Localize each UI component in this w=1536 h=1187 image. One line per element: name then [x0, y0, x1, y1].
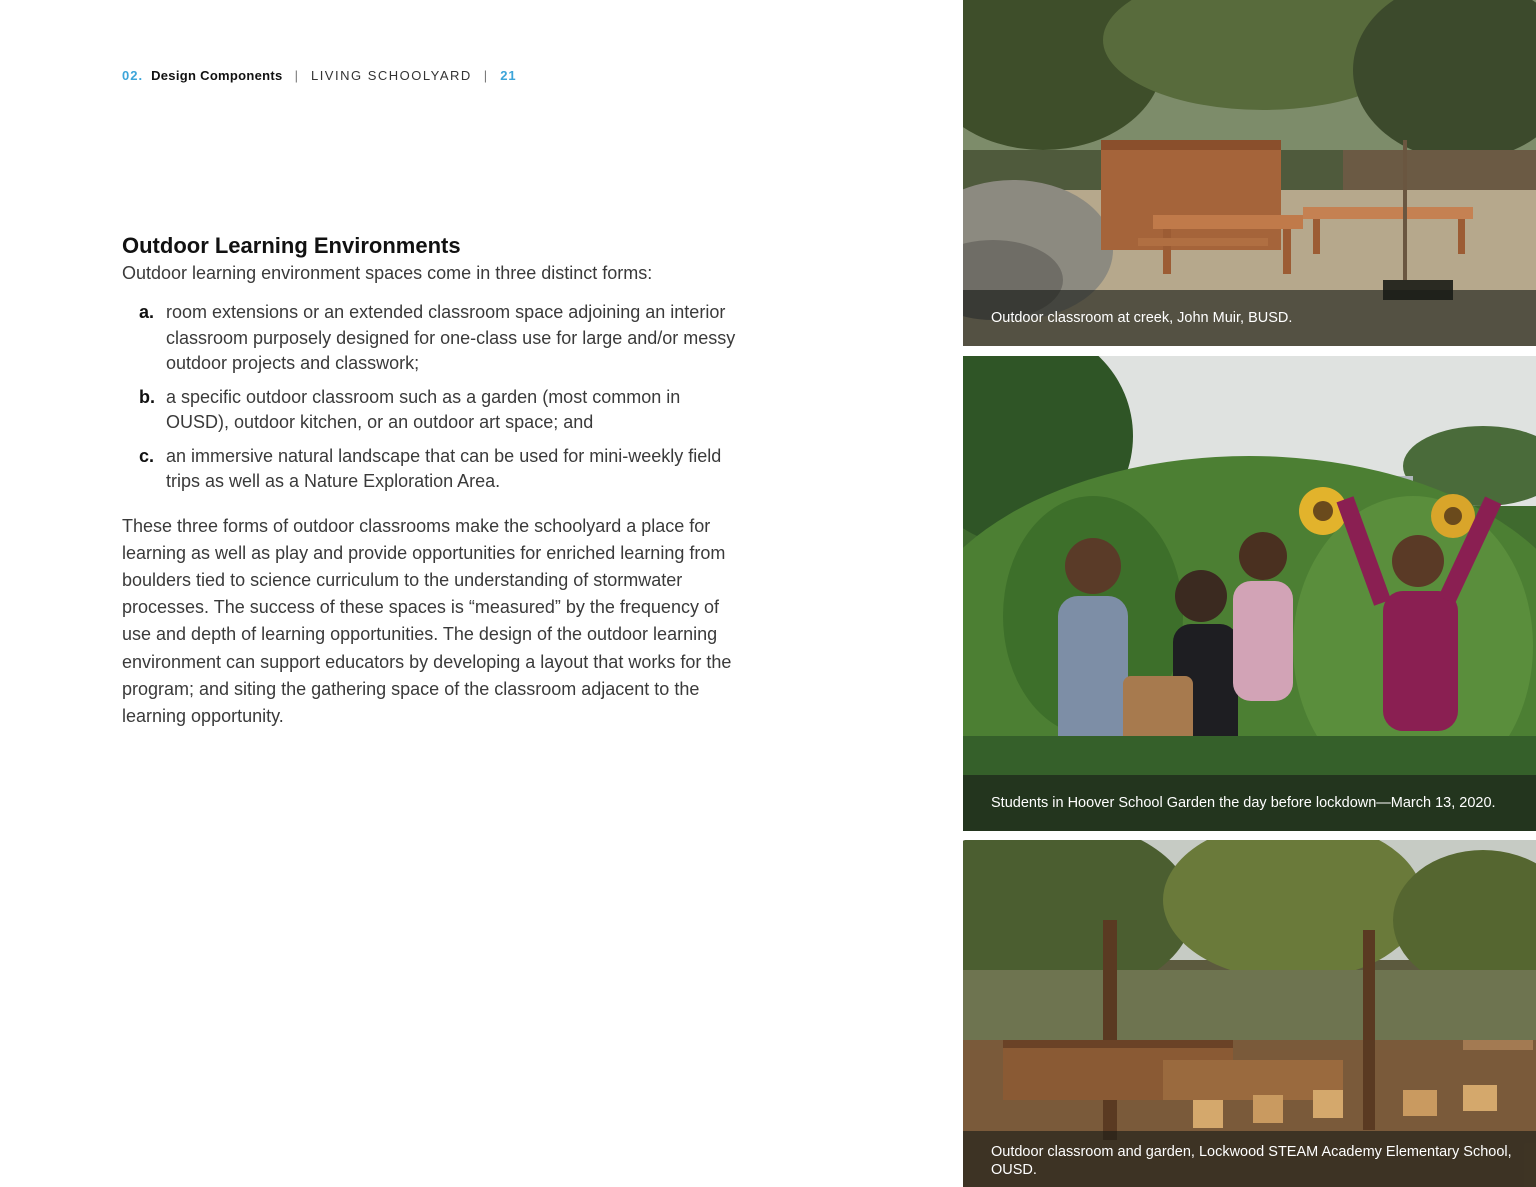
forms-list — [122, 300, 747, 495]
photo-caption: Outdoor classroom at creek, John Muir, BUSD. — [963, 290, 1536, 346]
photo-outdoor-classroom-creek — [963, 0, 1536, 346]
photo-lockwood-steam-garden — [963, 840, 1536, 1187]
list-item-text: a specific outdoor classroom such as a garden (most common in OUSD), outdoor kitchen, or an outdoor art space; and — [166, 386, 681, 432]
list-marker: c. — [139, 445, 155, 466]
list-item-text: room extensions or an extended classroom space adjoining an interior classroom purposely designed for one-class use for large and/or messy outdoor projects and classwork; — [166, 302, 736, 373]
document-title: LIVING SCHOOLYARD — [310, 68, 472, 83]
photo-caption: Students in Hoover School Garden the day before lockdown—March 13, 2020. — [963, 775, 1536, 831]
list-item — [122, 300, 747, 377]
header-separator: | — [483, 68, 489, 83]
list-item — [122, 444, 747, 495]
page-number: 21 — [500, 68, 517, 83]
intro-paragraph: Outdoor learning environment spaces come in three distinct forms: — [122, 263, 653, 283]
header-separator: | — [294, 68, 299, 83]
section-number: 02. — [122, 68, 144, 83]
photo-hoover-school-garden — [963, 356, 1536, 831]
list-marker: a. — [139, 302, 155, 322]
main-content — [122, 232, 747, 730]
body-paragraph: These three forms of outdoor classrooms make the schoolyard a place for learning as well as play and provide opportunities for enriched learning from boulders tied to science curriculum to the understanding of stormwater processes. The success of these spaces is “measured” by the frequency of use and depth of learning opportunities. The design of the outdoor learning environment can support educators by developing a layout that works for the program; and siting the gathering space of the classroom adjacent to the learning opportunity. — [122, 515, 732, 726]
list-marker: b. — [139, 386, 155, 407]
section-title: Design Components — [151, 68, 283, 83]
list-item-text: an immersive natural landscape that can be used for mini-weekly field trips as well as a Nature Exploration Area. — [166, 445, 722, 491]
photo-caption: Outdoor classroom and garden, Lockwood STEAM Academy Elementary School, OUSD. — [963, 1131, 1536, 1187]
photo-image — [963, 356, 1536, 831]
section-heading: Outdoor Learning Environments — [122, 233, 461, 258]
running-header — [122, 68, 517, 83]
list-item — [122, 385, 747, 436]
